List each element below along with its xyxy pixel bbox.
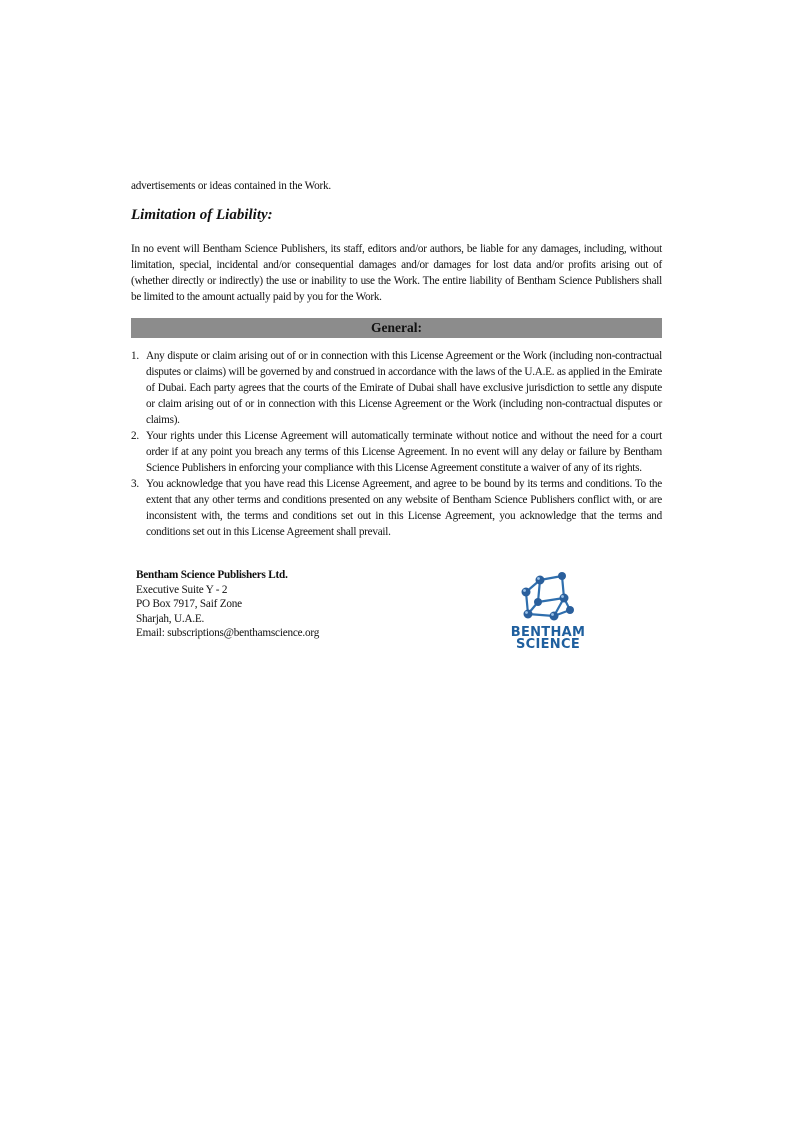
- molecule-cube-icon: [518, 572, 578, 624]
- liability-paragraph: In no event will Bentham Science Publishers, its staff, editors and/or authors, be liable for any damages, including, without limitation, special, incidental and/or consequential damages and/or damages for lost data and/or profits arising out of (whether directly or indirectly) the use or inability to use the Work. The entire liability of Bentham Science Publishers shall be limited to the amount actually paid by you for the Work.: [131, 243, 662, 303]
- company-name: Bentham Science Publishers Ltd.: [136, 569, 288, 581]
- general-terms-list: [131, 348, 662, 540]
- publisher-contact: [136, 568, 436, 641]
- address-line: Sharjah, U.A.E.: [136, 612, 205, 625]
- list-item-number: 1.: [131, 350, 139, 362]
- email-line: Email: subscriptions@benthamscience.org: [136, 627, 320, 640]
- list-item-text: Any dispute or claim arising out of or in connection with this License Agreement or the Work (including non-contractual disputes or claims) will be governed by and construed in accordance with the laws of the U.A.E. as applied in the Emirate of Dubai. Each party agrees that the courts of the Emirate of Dubai shall have exclusive jurisdiction to settle any dispute or claim arising out of or in connection with this License Agreement or the Work (including non-contractual disputes or claims).: [146, 350, 662, 426]
- address-line: Executive Suite Y - 2: [136, 583, 228, 596]
- list-item-text: You acknowledge that you have read this License Agreement, and agree to be bound by its terms and conditions. To the extent that any other terms and conditions presented on any website of Bentham Science Publishers conflict with, or are inconsistent with, the terms and conditions set out in this License Agreement, you acknowledge that the terms and conditions set out in this License Agreement shall prevail.: [146, 478, 662, 538]
- list-item-number: 2.: [131, 430, 139, 442]
- logo-wordmark-line2: SCIENCE: [515, 637, 581, 652]
- logo-wordmark-line1: BENTHAM: [510, 625, 586, 640]
- list-item: [131, 476, 662, 540]
- list-item-text: Your rights under this License Agreement will automatically terminate without notice and without the need for a court order if at any point you breach any terms of this License Agreement. In no event will any delay or failure by Bentham Science Publishers in enforcing your compliance with this License Agreement constitute a waiver of any of its rights.: [146, 430, 662, 474]
- general-heading: General:: [371, 320, 422, 335]
- general-heading-bar: [131, 318, 662, 338]
- list-item: [131, 428, 662, 476]
- liability-heading: Limitation of Liability:: [131, 207, 273, 223]
- list-item: [131, 348, 662, 428]
- address-line: PO Box 7917, Saif Zone: [136, 598, 242, 611]
- list-item-number: 3.: [131, 478, 139, 490]
- lead-text: advertisements or ideas contained in the Work.: [131, 180, 332, 192]
- bentham-science-logo: [504, 572, 592, 654]
